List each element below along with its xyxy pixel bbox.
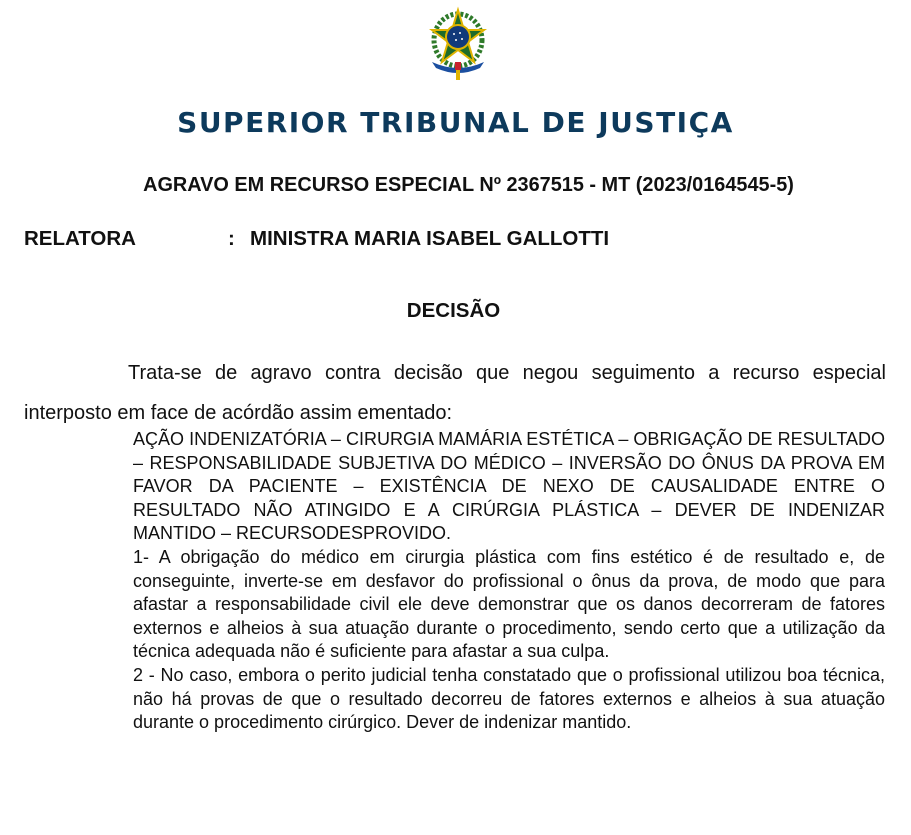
relatora-value: MINISTRA MARIA ISABEL GALLOTTI <box>250 227 610 250</box>
intro-text: Trata-se de agravo contra decisão que negou seguimento a recurso especial interposto em face de acórdão assim ementado: <box>24 362 886 424</box>
ementa-item-1: 1- A obrigação do médico em cirurgia plástica com fins estético é de resultado e, de conseguinte, inverte-se em desfavor do profissional o ônus da prova, de modo que para afastar a responsabilidade civil ele deve demonstrar que os danos decorreram de fatores externos e alheios à sua atuação durante o procedimento, sendo certo que a utilização da técnica adequada não é suficiente para afastar a sua culpa. <box>133 546 885 662</box>
ementa-block <box>133 428 885 735</box>
case-title: AGRAVO EM RECURSO ESPECIAL Nº 2367515 - MT (2023/0164545-5) <box>143 173 794 196</box>
court-name: SUPERIOR TRIBUNAL DE JUSTIÇA <box>177 106 734 139</box>
relatora-label: RELATORA <box>24 227 136 250</box>
ementa-summary: AÇÃO INDENIZATÓRIA – CIRURGIA MAMÁRIA ESTÉTICA – OBRIGAÇÃO DE RESULTADO – RESPONSABILIDADE SUBJETIVA DO MÉDICO – INVERSÃO DO ÔNUS DA PROVA EM FAVOR DA PACIENTE – EXISTÊNCIA DE NEXO DE CAUSALIDADE ENTRE O RESULTADO NÃO ATINGIDO E A CIRÚRGIA PLÁSTICA – DEVER DE INDENIZAR MANTIDO – RECURSODESPROVIDO. <box>133 429 885 544</box>
brazil-coat-of-arms-icon <box>428 4 488 84</box>
decision-heading <box>0 299 911 323</box>
ementa-item-2: 2 - No caso, embora o perito judicial tenha constatado que o profissional utilizou boa técnica, não há provas de que o resultado decorreu de fatores externos e alheios à sua atuação durante o procedimento cirúrgico. Dever de indenizar mantido. <box>133 664 885 733</box>
decision-heading-text: DECISÃO <box>406 299 501 322</box>
intro-paragraph <box>24 353 886 433</box>
relatora-colon: : <box>228 227 235 250</box>
